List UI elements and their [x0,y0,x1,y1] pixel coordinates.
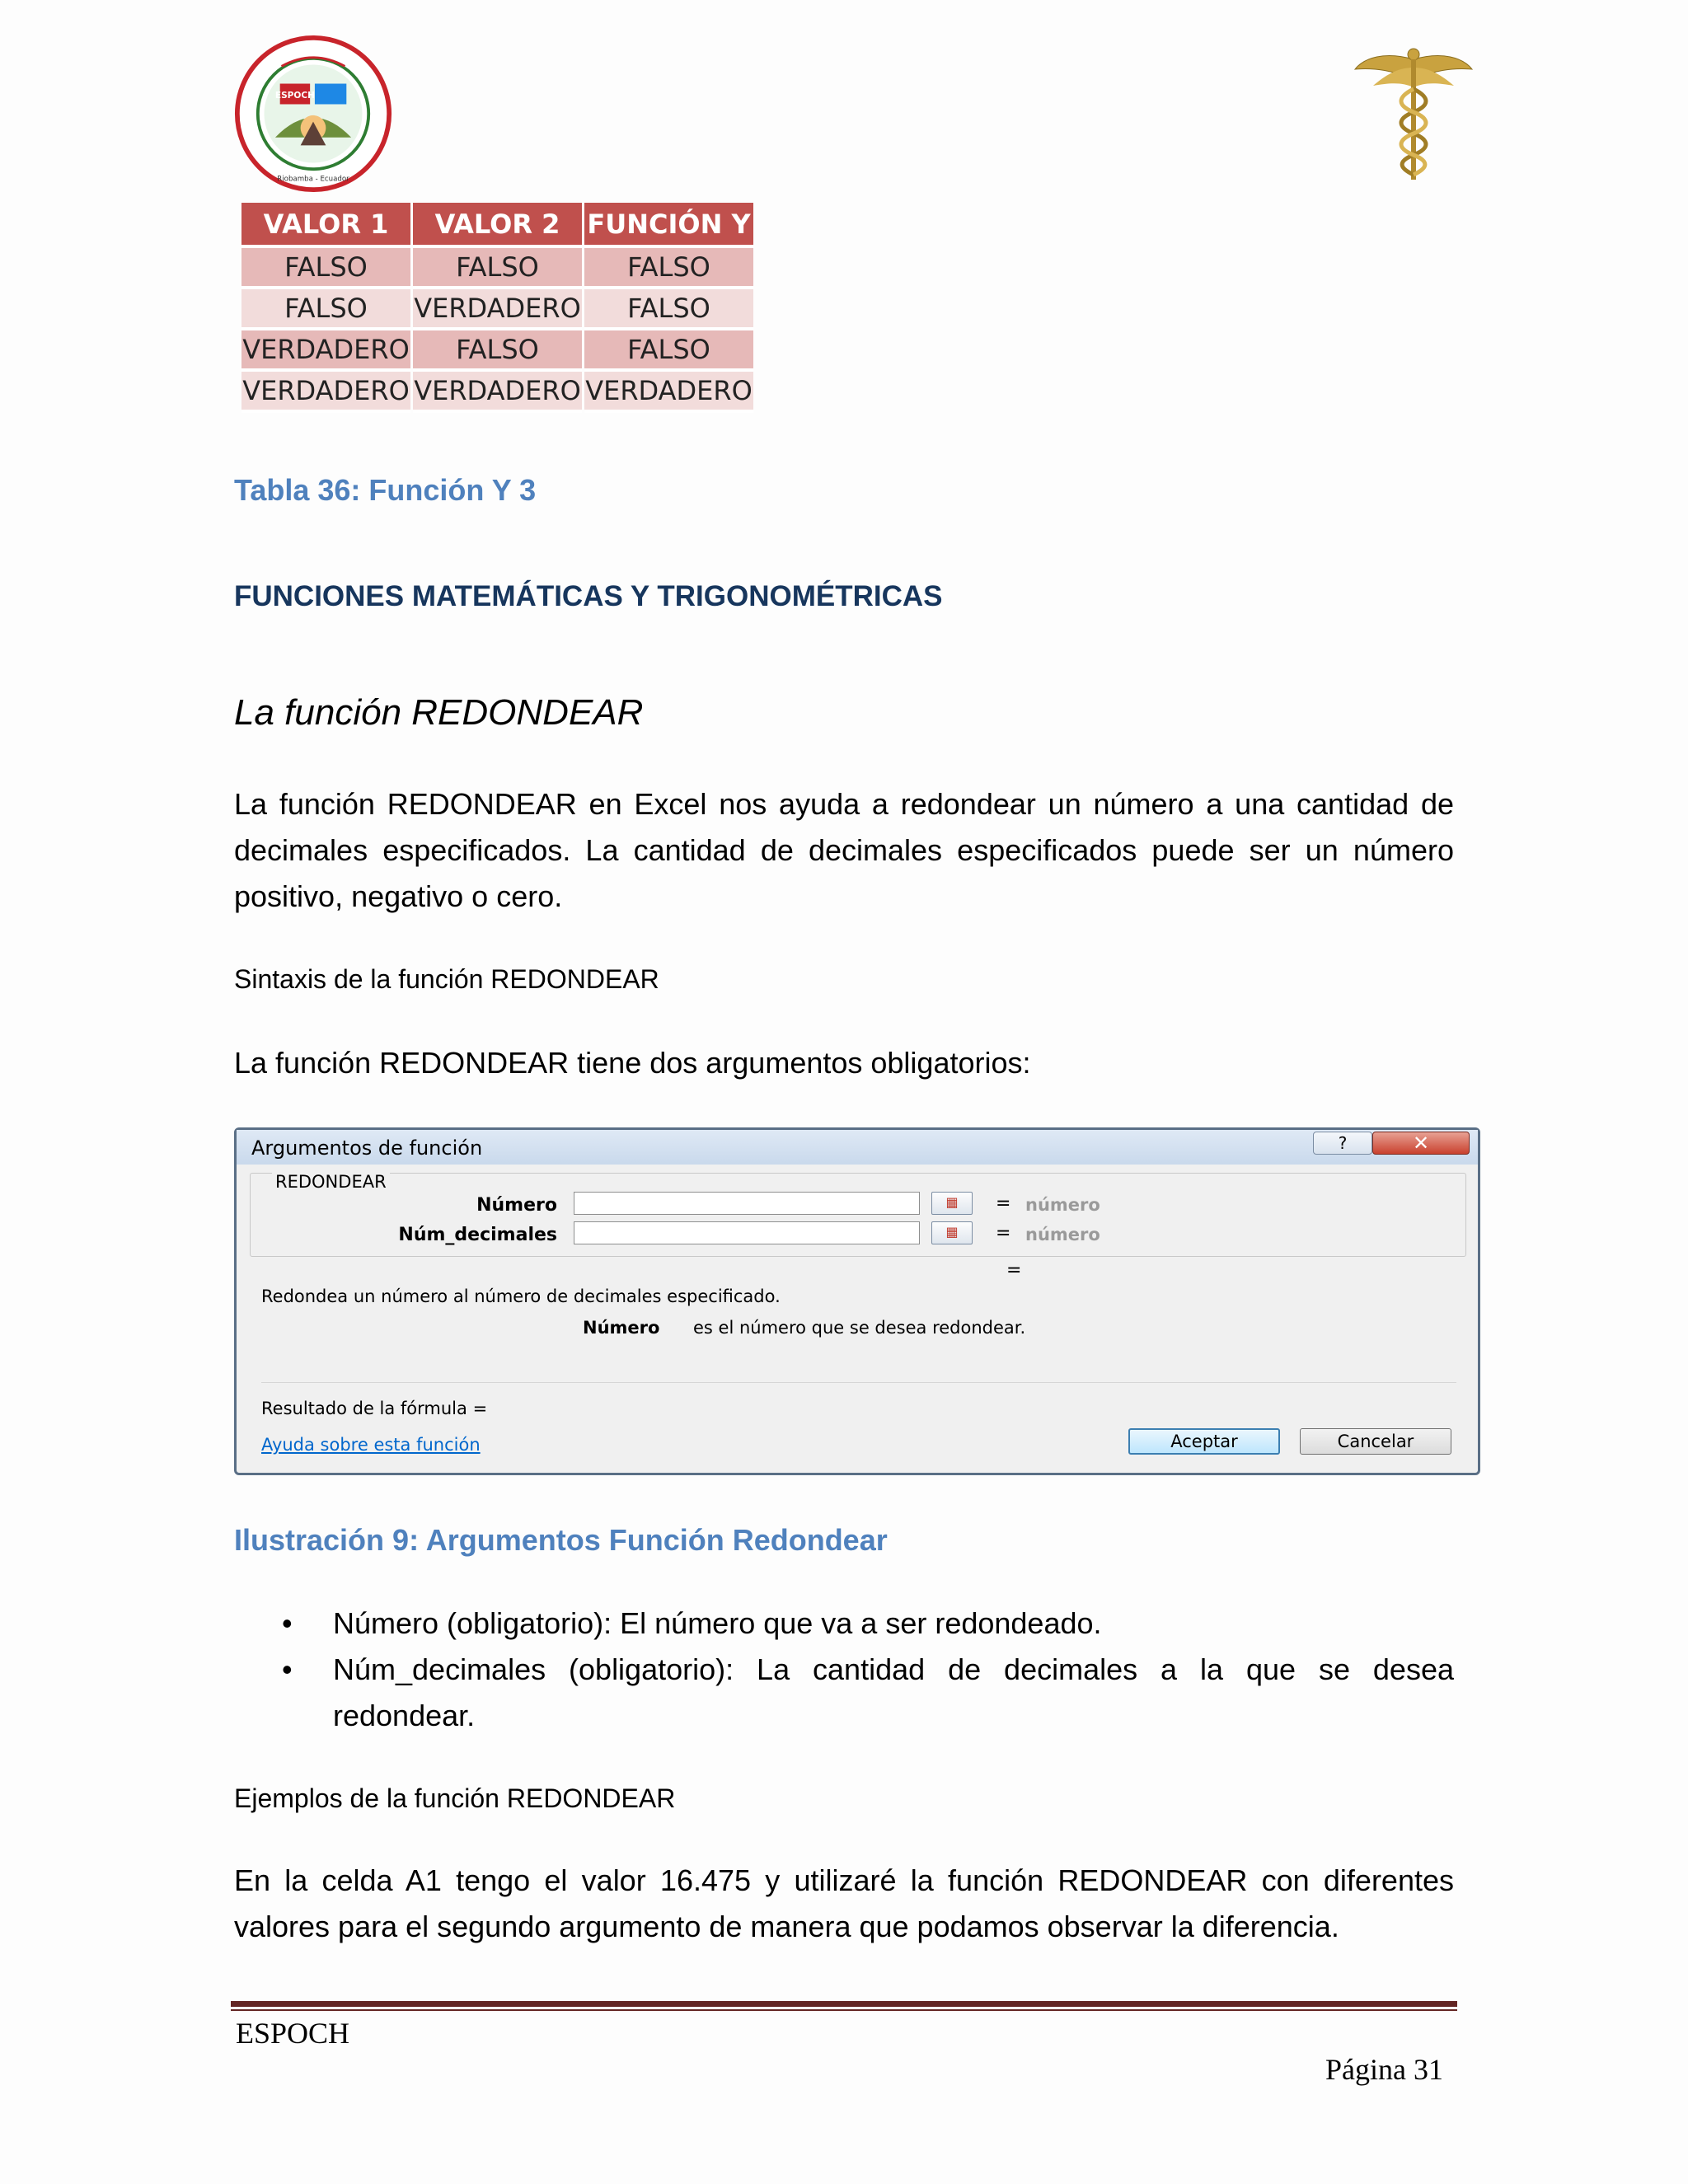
arguments-group [250,1173,1466,1257]
table-cell: VERDADERO [584,372,753,413]
numero-input[interactable] [574,1192,920,1215]
dialog-title: Argumentos de función [251,1137,483,1160]
dialog-titlebar [237,1130,1478,1165]
formula-result-label: Resultado de la fórmula = [261,1399,488,1418]
table-cell: FALSO [584,289,753,330]
function-name-label: REDONDEAR [272,1172,390,1192]
table-cell: FALSO [584,330,753,372]
caduceus-logo [1352,43,1475,183]
ok-button[interactable]: Aceptar [1128,1428,1280,1455]
table-cell: VERDADERO [241,330,410,372]
svg-text:Riobamba - Ecuador: Riobamba - Ecuador [277,175,349,184]
table-cell: FALSO [241,289,410,330]
table-cell: VERDADERO [413,372,582,413]
table-cell: FALSO [413,330,582,372]
table-cell: FALSO [584,248,753,289]
syntax-label: Sintaxis de la función REDONDEAR [234,964,659,994]
table-header-row [241,203,753,248]
examples-paragraph: En la celda A1 tengo el valor 16.475 y utilizaré la función REDONDEAR con diferentes valores para el segundo argumento de manera que podamos observar la diferencia. [234,1863,1454,1943]
function-result-equals: = [1006,1260,1022,1281]
help-link[interactable]: Ayuda sobre esta función [261,1435,481,1455]
dialog-separator [261,1382,1456,1383]
argument-description-text: es el número que se desea redondear. [693,1318,1026,1338]
table-cell: FALSO [241,248,410,289]
bullet-icon: • [282,1652,293,1686]
table-cell: VERDADERO [413,289,582,330]
examples-label: Ejemplos de la función REDONDEAR [234,1783,676,1813]
bullet-text: Núm_decimales (obligatorio): La cantidad de decimales a la que se desea redondear. [333,1652,1454,1732]
num-decimales-label: Núm_decimales [398,1225,557,1245]
seal-badge-text: ESPOCH [274,90,315,101]
table-row [241,330,753,372]
footer-rule-thin [231,2009,1457,2011]
bullet-icon: • [282,1606,293,1640]
truth-table [239,203,756,413]
table-cell: VERDADERO [241,372,410,413]
numero-label: Número [476,1195,557,1216]
table-header-cell: VALOR 2 [413,203,582,248]
equals-sign: = [996,1223,1011,1244]
section-heading: FUNCIONES MATEMÁTICAS Y TRIGONOMÉTRICAS [234,580,943,612]
table-row [241,289,753,330]
page-number: Página 31 [1325,2053,1443,2086]
collapse-dialog-icon[interactable]: ▦ [931,1192,973,1215]
table-row [241,372,753,413]
table-cell: FALSO [413,248,582,289]
table-caption: Tabla 36: Función Y 3 [234,473,537,507]
function-description: Redondea un número al número de decimales especificado. [261,1286,781,1306]
table-header-cell: VALOR 1 [241,203,410,248]
cancel-button[interactable]: Cancelar [1300,1428,1451,1455]
table-row [241,248,753,289]
num-decimales-input[interactable] [574,1221,920,1244]
close-icon[interactable]: ✕ [1372,1132,1470,1155]
bullet-text: Número (obligatorio): El número que va a ser redondeado. [333,1606,1102,1640]
function-arguments-dialog [234,1127,1480,1475]
collapse-dialog-icon[interactable]: ▦ [931,1221,973,1244]
args-intro: La función REDONDEAR tiene dos argumentos obligatorios: [234,1046,1031,1080]
subheading: La función REDONDEAR [234,692,644,733]
figure-caption: Ilustración 9: Argumentos Función Redondear [234,1523,888,1557]
help-icon[interactable]: ? [1313,1132,1372,1155]
espoch-seal-logo [234,35,392,193]
intro-paragraph: La función REDONDEAR en Excel nos ayuda a redondear un número a una cantidad de decimales especificados. La cantidad de decimales especificados puede ser un número positivo, negativo o cero. [234,787,1454,913]
table-header-cell: FUNCIÓN Y [584,203,753,248]
equals-sign: = [996,1193,1011,1214]
footer-institution: ESPOCH [236,2017,350,2050]
argument-description-name: Número [583,1318,660,1338]
footer-rule [231,2001,1457,2007]
numero-result: número [1025,1195,1100,1215]
num-decimales-result: número [1025,1225,1100,1244]
